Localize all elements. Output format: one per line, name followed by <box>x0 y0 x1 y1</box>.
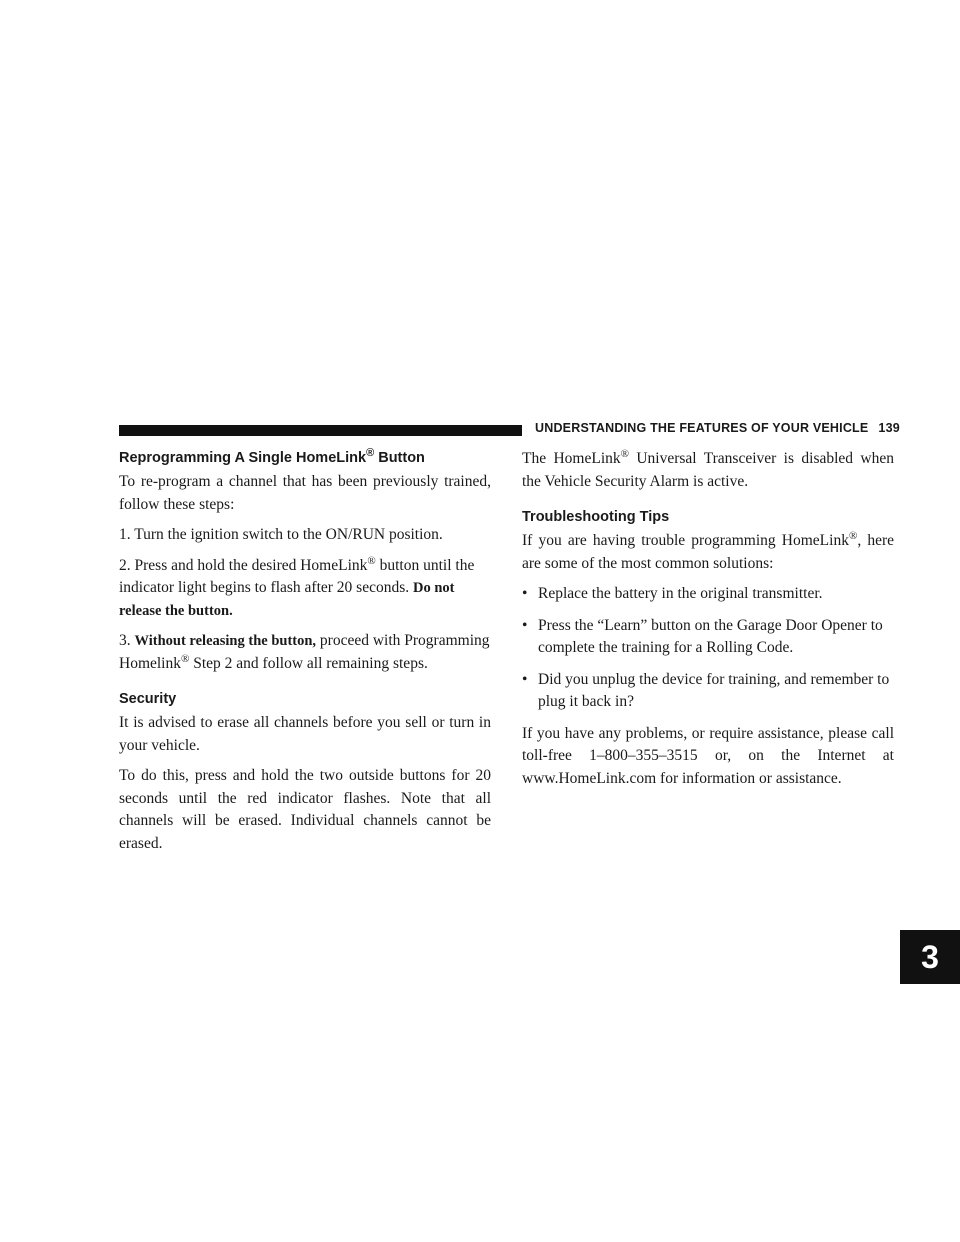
paragraph-security-2: To do this, press and hold the two outside buttons for 20 seconds until the red indicator flashes. Note that all channels will be erased. Individual channels cannot be erased. <box>119 767 491 852</box>
solutions-list <box>522 583 894 714</box>
bullet-icon: • <box>522 670 528 688</box>
paragraph-assistance: If you have any problems, or require assistance, please call toll-free 1–800–355–3515 or, on the Internet at www.HomeLink.com for information or assistance. <box>522 724 894 787</box>
paragraph-security-1: It is advised to erase all channels before you sell or turn in your vehicle. <box>119 714 491 754</box>
running-header <box>535 421 900 435</box>
list-item: • Press the “Learn” button on the Garage Door Opener to complete the training for a Rolling Code. <box>522 616 883 656</box>
paragraph-disabled: The HomeLink® Universal Transceiver is disabled when the Vehicle Security Alarm is active. <box>522 447 894 490</box>
heading-security: Security <box>119 691 177 707</box>
list-item: • Replace the battery in the original transmitter. <box>522 583 894 606</box>
right-column <box>522 448 894 798</box>
header-title: UNDERSTANDING THE FEATURES OF YOUR VEHICLE <box>535 421 869 435</box>
bullet-icon: • <box>522 616 528 634</box>
left-column <box>119 448 491 863</box>
bullet-icon: • <box>522 585 528 602</box>
heading-reprogramming: Reprogramming A Single HomeLink® Button <box>119 447 425 466</box>
step-2: 2. Press and hold the desired HomeLink® button until the indicator light begins to flash after 20 seconds. Do not release the button. <box>119 554 475 619</box>
heading-troubleshooting: Troubleshooting Tips <box>522 509 670 525</box>
list-item: • Did you unplug the device for training, and remember to plug it back in? <box>522 670 890 710</box>
chapter-tab: 3 <box>900 930 960 984</box>
header-rule <box>119 425 522 436</box>
page-number: 139 <box>878 421 900 435</box>
paragraph-intro: To re-program a channel that has been previously trained, follow these steps: <box>119 473 491 513</box>
step-3: 3. Without releasing the button, proceed with Programming Homelink® Step 2 and follow all remaining steps. <box>119 632 490 672</box>
step-1: 1. Turn the ignition switch to the ON/RUN position. <box>119 526 443 543</box>
paragraph-troubleshooting: If you are having trouble programming HomeLink®, here are some of the most common solutions: <box>522 529 894 572</box>
